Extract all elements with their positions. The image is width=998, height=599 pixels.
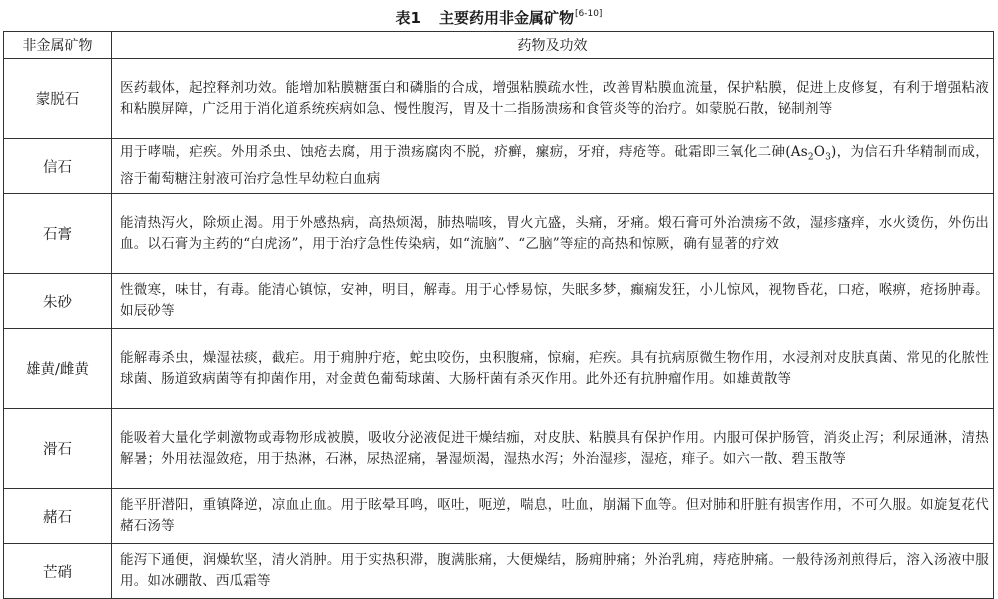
mineral-name: 信石 bbox=[4, 139, 112, 194]
table-row bbox=[4, 544, 994, 599]
mineral-name: 石膏 bbox=[4, 194, 112, 274]
table-caption bbox=[0, 3, 998, 29]
mineral-effects: 能泻下通便，润燥软坚，清火消肿。用于实热积滞，腹满胀痛，大便燥结，肠痈肿痛；外治乳痈，痔疮肿痛。一般待汤剂煎得后，溶入汤液中服用。如冰硼散、西瓜霜等 bbox=[112, 544, 994, 599]
table-row bbox=[4, 194, 994, 274]
mineral-name: 蒙脱石 bbox=[4, 59, 112, 139]
mineral-effects bbox=[112, 139, 994, 194]
mineral-effects: 性微寒，味甘，有毒。能清心镇惊，安神，明目，解毒。用于心悸易惊，失眠多梦，癫痫发狂，小儿惊风，视物昏花，口疮，喉痹，疮扬肿毒。如辰砂等 bbox=[112, 274, 994, 329]
minerals-table bbox=[3, 31, 994, 599]
table-row bbox=[4, 489, 994, 544]
table-title: 主要药用非金属矿物 bbox=[438, 9, 574, 27]
table-row bbox=[4, 139, 994, 194]
mineral-name: 滑石 bbox=[4, 409, 112, 489]
mineral-effects: 能吸着大量化学刺激物或毒物形成被膜，吸收分泌液促进干燥结痂，对皮肤、粘膜具有保护作用。内服可保护肠管，消炎止泻；利尿通淋，清热解暑；外用祛湿敛疮，用于热淋，石淋，尿热涩痛，暑湿烦渴，湿热水泻；外治湿疹，湿疮，痱子。如六一散、碧玉散等 bbox=[112, 409, 994, 489]
effects-text-part: O bbox=[813, 144, 826, 161]
mineral-name: 赭石 bbox=[4, 489, 112, 544]
table-row bbox=[4, 274, 994, 329]
subscript: 3 bbox=[825, 152, 832, 163]
table-row bbox=[4, 329, 994, 409]
subscript: 2 bbox=[807, 152, 814, 163]
table-row bbox=[4, 59, 994, 139]
effects-text-part: )，为信石升华精制而成，溶于葡萄糖注射液可治疗急性早幼粒白血病 bbox=[120, 144, 989, 187]
header-row bbox=[4, 32, 994, 59]
mineral-name: 芒硝 bbox=[4, 544, 112, 599]
mineral-effects: 能清热泻火，除烦止渴。用于外感热病，高热烦渴，肺热喘咳，胃火亢盛，头痛，牙痛。煅石膏可外治溃疡不敛，湿疹瘙痒，水火烫伤，外伤出血。以石膏为主药的“白虎汤”，用于治疗急性传染病，如“流脑”、“乙脑”等症的高热和惊厥，确有显著的疗效 bbox=[112, 194, 994, 274]
header-effects: 药物及功效 bbox=[112, 32, 994, 59]
header-mineral: 非金属矿物 bbox=[4, 32, 112, 59]
table-number: 表1 bbox=[395, 9, 421, 27]
mineral-effects: 能平肝潜阳，重镇降逆，凉血止血。用于眩晕耳鸣，呕吐，呃逆，喘息，吐血，崩漏下血等。但对肺和肝脏有损害作用，不可久服。如旋复花代赭石汤等 bbox=[112, 489, 994, 544]
mineral-effects: 能解毒杀虫，燥湿祛痰，截疟。用于痈肿疔疮，蛇虫咬伤，虫积腹痛，惊痫，疟疾。具有抗病原微生物作用，水浸剂对皮肤真菌、常见的化脓性球菌、肠道致病菌等有抑菌作用，对金黄色葡萄球菌、大肠杆菌有杀灭作用。此外还有抗肿瘤作用。如雄黄散等 bbox=[112, 329, 994, 409]
table-refs: [6-10] bbox=[575, 9, 603, 19]
effects-text-part: 用于哮喘，疟疾。外用杀虫、蚀疮去腐，用于溃疡腐肉不脱，疥癣，瘰疬，牙疳，痔疮等。砒霜即三氧化二砷(As bbox=[120, 144, 808, 161]
mineral-name: 朱砂 bbox=[4, 274, 112, 329]
table-row bbox=[4, 409, 994, 489]
mineral-name: 雄黄/雌黄 bbox=[4, 329, 112, 409]
mineral-effects: 医药载体，起控释剂功效。能增加粘膜糖蛋白和磷脂的合成，增强粘膜疏水性，改善胃粘膜血流量，保护粘膜，促进上皮修复，有利于增强粘液和粘膜屏障，广泛用于消化道系统疾病如急、慢性腹泻，胃及十二指肠溃疡和食管炎等的治疗。如蒙脱石散，铋制剂等 bbox=[112, 59, 994, 139]
